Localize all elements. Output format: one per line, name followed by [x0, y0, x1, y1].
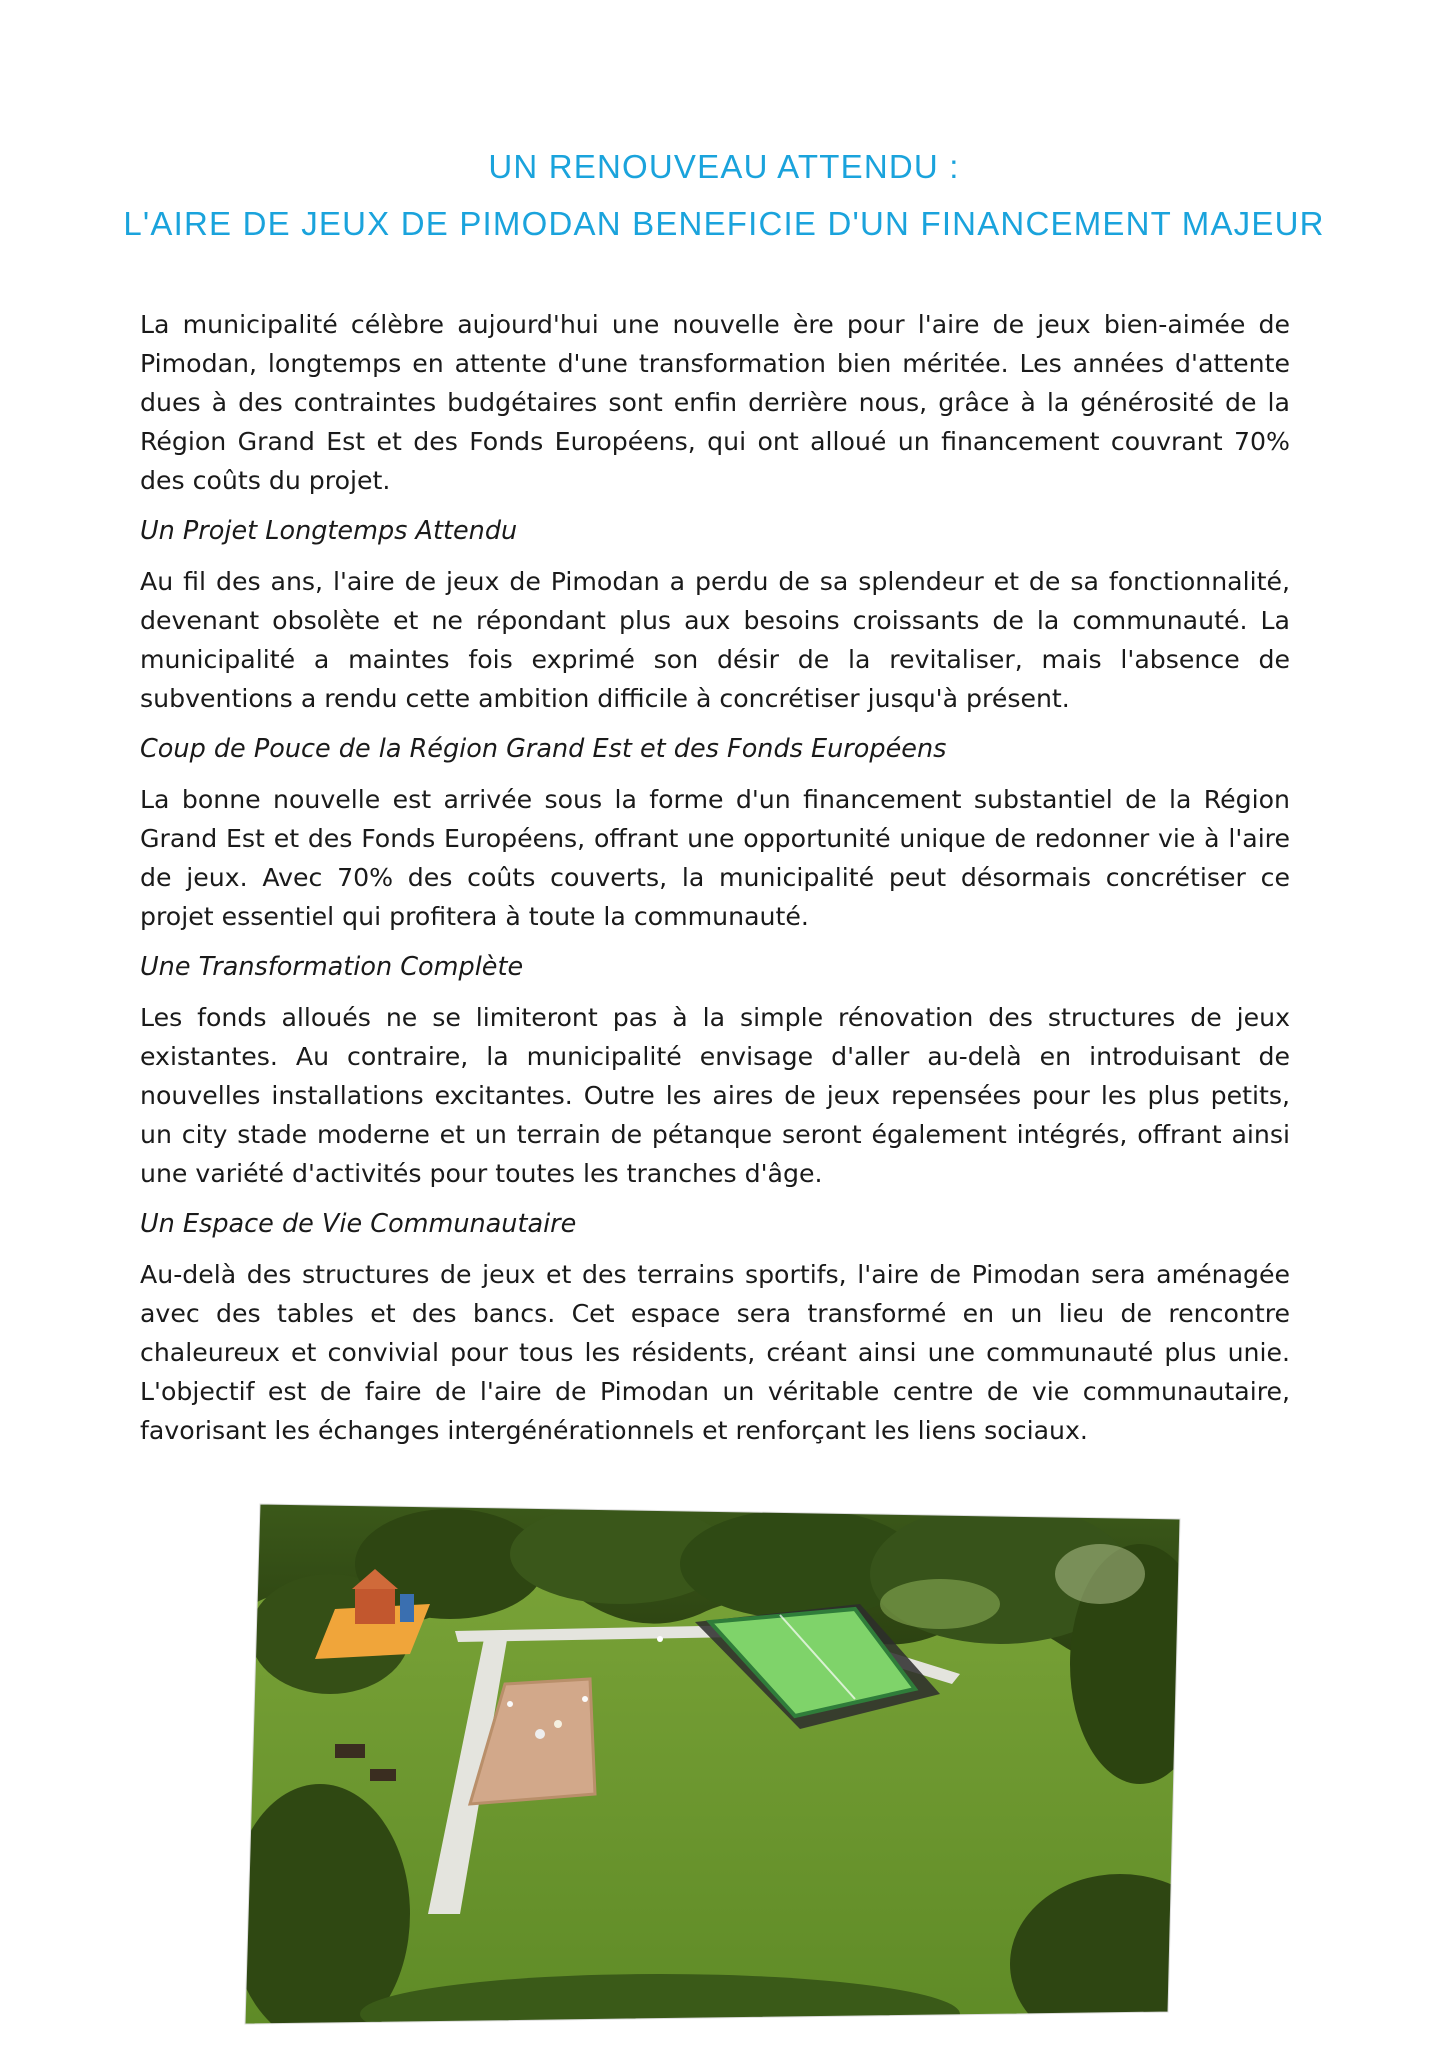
park-rendering-image — [240, 1494, 1190, 2039]
section-heading-projet: Un Projet Longtemps Attendu — [140, 516, 518, 546]
section-body-transformation: Les fonds alloués ne se limiteront pas à la simple rénovation des structures de jeux existantes. Au contraire, la municipalité envisage d'aller au-delà en introduisant de nouvelles installations excitantes. Outre les aires de jeux repensées pour les plus petits, un city stade moderne et un terrain de pétanque seront également intégrés, offrant ainsi une variété d'activités pour toutes les tranches d'âge. — [140, 1003, 1290, 1188]
section-heading-espace: Un Espace de Vie Communautaire — [140, 1209, 577, 1239]
title-line-1: UN RENOUVEAU ATTENDU : — [488, 148, 960, 185]
page-title — [0, 138, 1448, 252]
section-heading-coup-de-pouce: Coup de Pouce de la Région Grand Est et des Fonds Européens — [140, 734, 947, 764]
intro-paragraph: La municipalité célèbre aujourd'hui une nouvelle ère pour l'aire de jeux bien-aimée de Pimodan, longtemps en attente d'une transformation bien méritée. Les années d'attente dues à des contraintes budgétaires sont enfin derrière nous, grâce à la générosité de la Région Grand Est et des Fonds Européens, qui ont alloué un financement couvrant 70% des coûts du projet. — [140, 310, 1290, 495]
article-body — [140, 305, 1290, 1462]
section-heading-transformation: Une Transformation Complète — [140, 952, 524, 982]
section-body-coup-de-pouce: La bonne nouvelle est arrivée sous la forme d'un financement substantiel de la Région Grand Est et des Fonds Européens, offrant une opportunité unique de redonner vie à l'aire de jeux. Avec 70% des coûts couverts, la municipalité peut désormais concrétiser ce projet essentiel qui profitera à toute la communauté. — [140, 785, 1290, 931]
title-line-2: L'AIRE DE JEUX DE PIMODAN BENEFICIE D'UN FINANCEMENT MAJEUR — [123, 205, 1325, 242]
section-body-projet: Au fil des ans, l'aire de jeux de Pimodan a perdu de sa splendeur et de sa fonctionnalité, devenant obsolète et ne répondant plus aux besoins croissants de la communauté. La municipalité a maintes fois exprimé son désir de la revitaliser, mais l'absence de subventions a rendu cette ambition difficile à concrétiser jusqu'à présent. — [140, 567, 1290, 713]
section-body-espace: Au-delà des structures de jeux et des terrains sportifs, l'aire de Pimodan sera aménagée avec des tables et des bancs. Cet espace sera transformé en un lieu de rencontre chaleureux et convivial pour tous les résidents, créant ainsi une communauté plus unie. L'objectif est de faire de l'aire de Pimodan un véritable centre de vie communautaire, favorisant les échanges intergénérationnels et renforçant les liens sociaux. — [140, 1260, 1290, 1445]
